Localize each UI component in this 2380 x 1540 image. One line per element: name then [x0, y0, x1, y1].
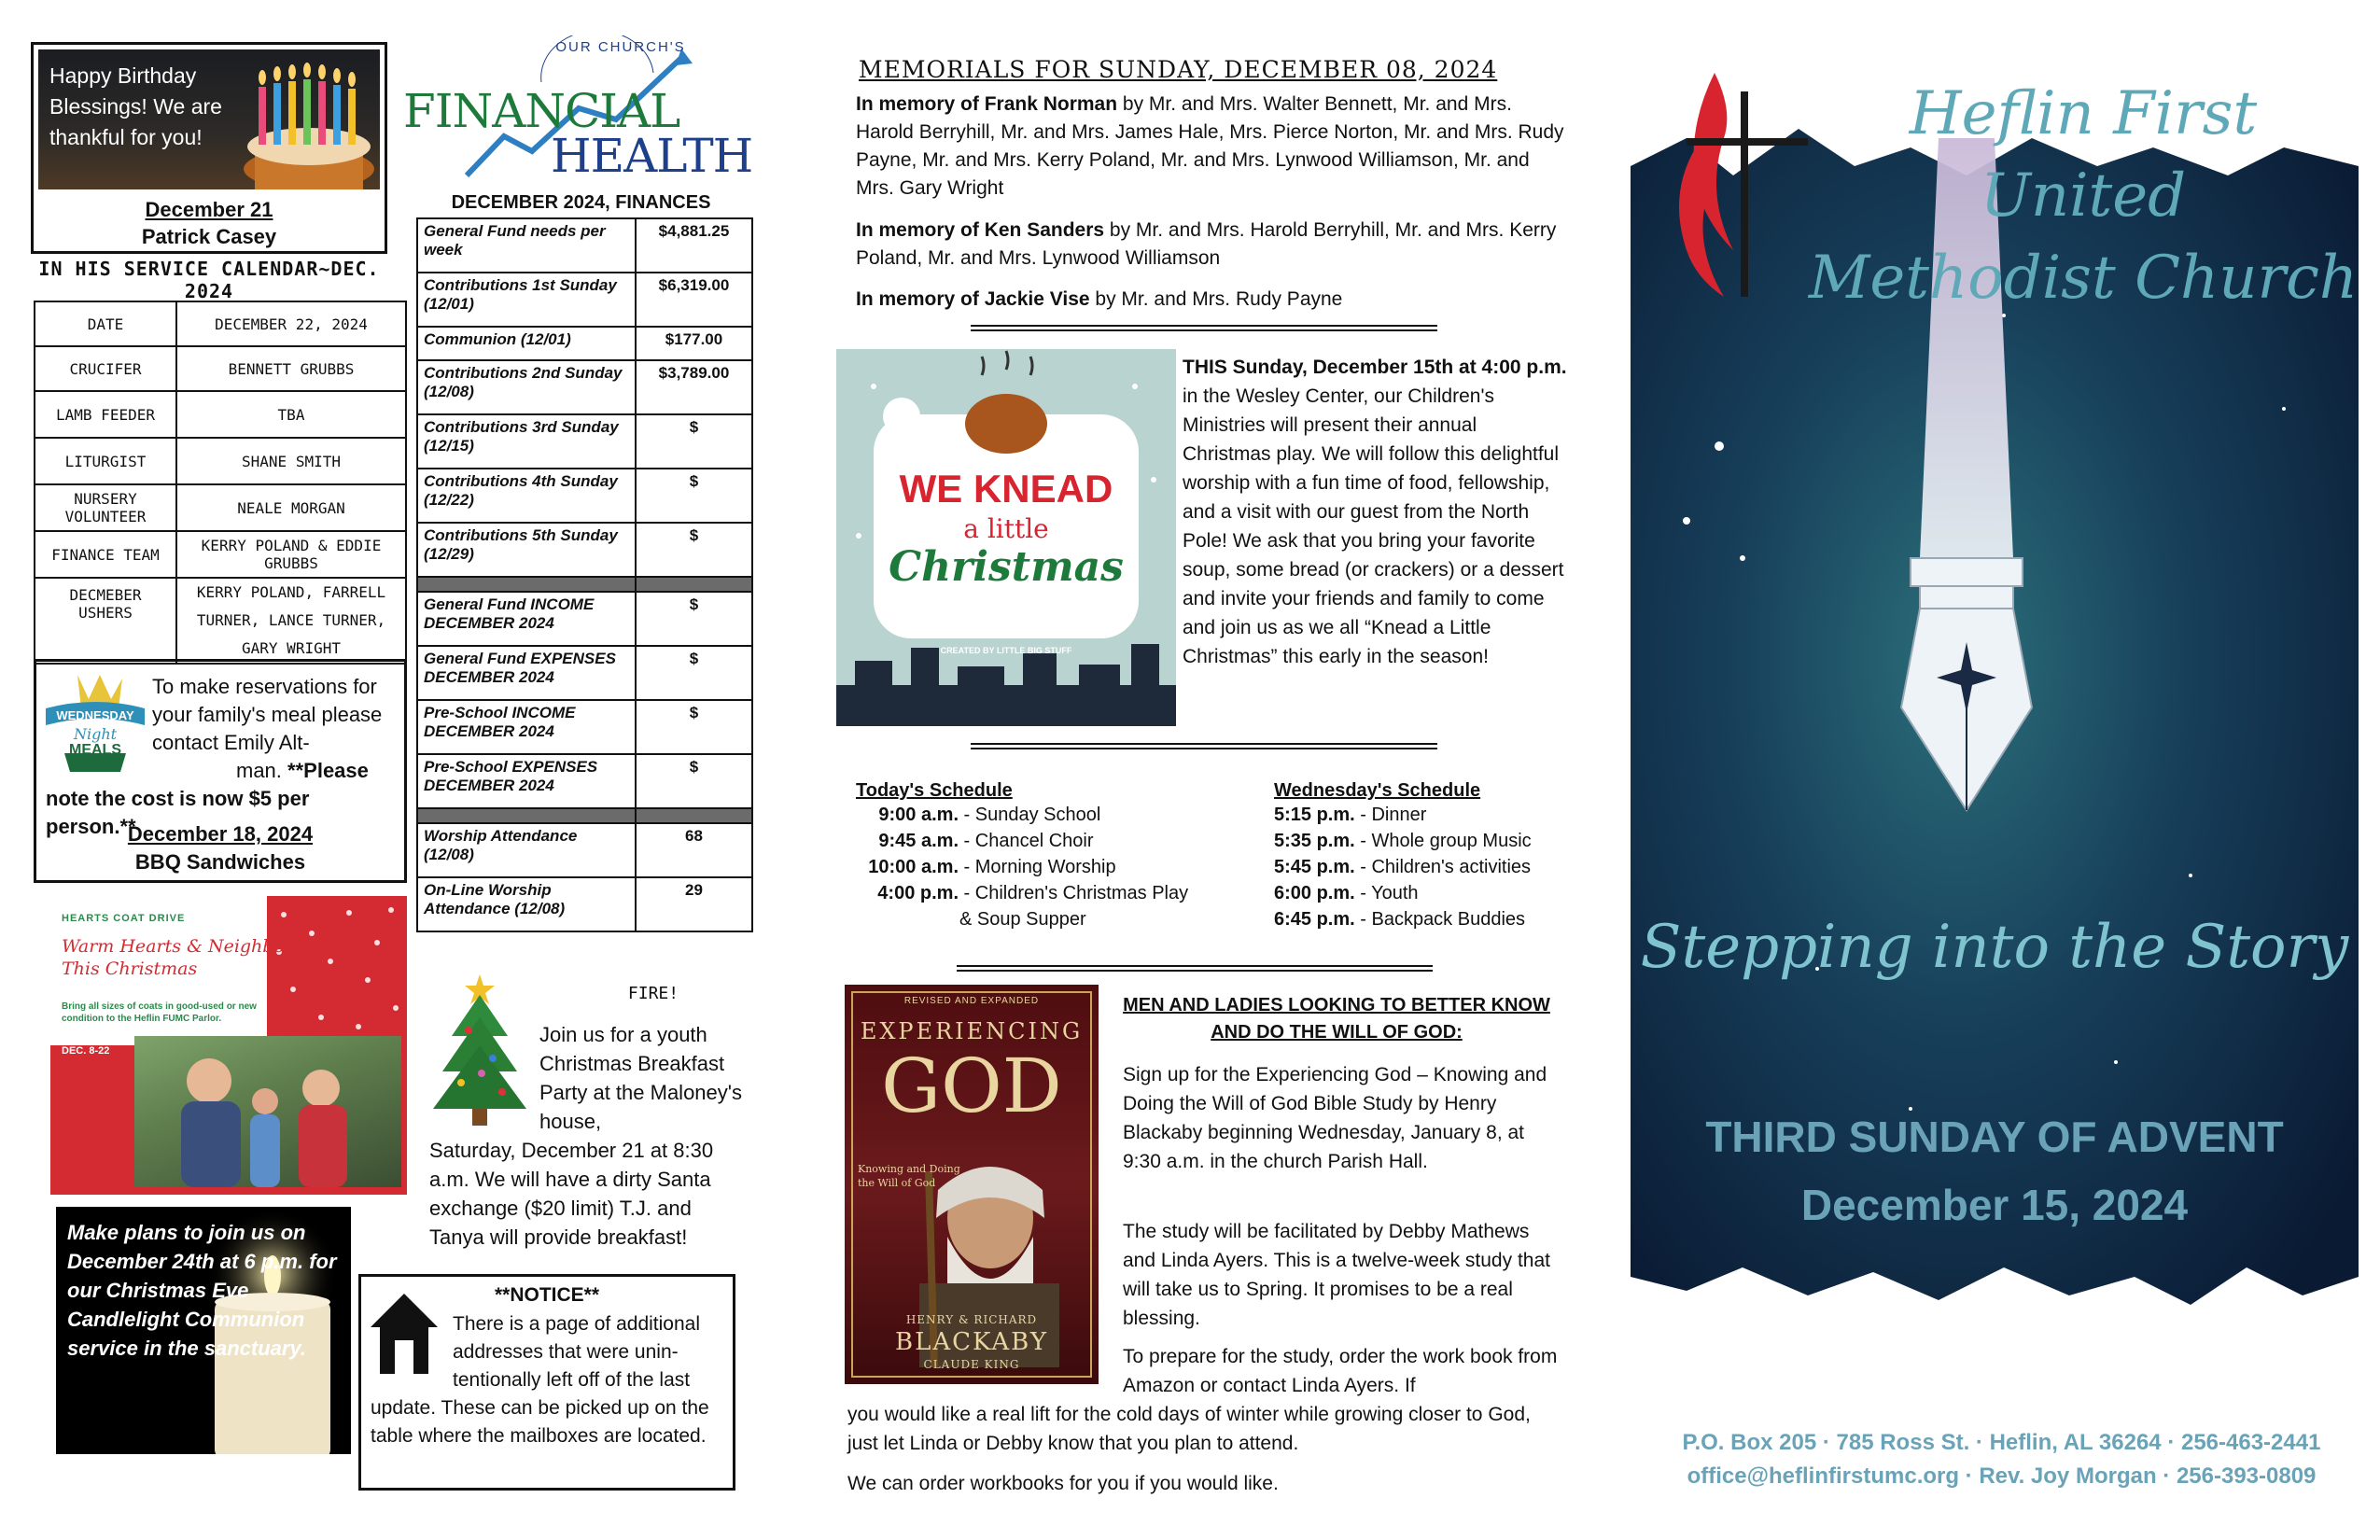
fin-label: General Fund EXPENSES DECEMBER 2024 — [417, 646, 636, 700]
separator-cell — [417, 577, 636, 592]
schedule-row — [856, 854, 1211, 880]
cover-sunday: THIRD SUNDAY OF ADVENT — [1705, 1113, 2284, 1161]
wednesday-schedule-title: Wednesday's Schedule — [1274, 780, 1481, 801]
fin-label: Contributions 5th Sunday (12/29) — [417, 523, 636, 577]
separator-cell — [417, 808, 636, 823]
fin-label: Contributions 4th Sunday (12/22) — [417, 469, 636, 523]
schedule-row-continuation: & Soup Supper — [959, 909, 1086, 930]
coat-drive-subtitle: Bring all sizes of coats in good-used or new condition to the Heflin FUMC Parlor. — [62, 1001, 257, 1024]
cover-theme: Stepping into the Story — [1640, 913, 2349, 982]
experiencing-god-p2: The study will be facilitated by Debby Mathews and Linda Ayers. This is a twelve-week study that will take us to Spring. It promises to be a real blessing. — [1123, 1221, 1550, 1329]
svc-value: KERRY POLAND & EDDIE GRUBBS — [176, 531, 406, 578]
fin-value: $177.00 — [636, 327, 752, 360]
svc-label: NURSERY VOLUNTEER — [35, 484, 176, 531]
schedule-row — [1274, 854, 1573, 880]
schedule-event: - Whole group Music — [1354, 831, 1532, 851]
notice-text-continued: update. These can be picked up on the table where the mailboxes are located. — [371, 1397, 709, 1447]
table-row — [417, 754, 752, 808]
memorial-entry — [856, 91, 1565, 203]
knead-text-body: in the Wesley Center, our Children's Ministries will present their annual Christmas play. We will follow this delightful worship with a fun time of food, fellowship, and a visit with our guest from the North Pole! We ask that you bring your favorite soup, some bread (or crackers) or a dessert and invite your friends and family to come and join us as we all “Knead a Little Christmas” this early in the season! — [1183, 385, 1564, 667]
memorial-donors: by Mr. and Mrs. Rudy Payne — [1089, 288, 1343, 310]
fin-label: General Fund needs per week — [417, 218, 636, 273]
fin-label: Contributions 1st Sunday (12/01) — [417, 273, 636, 327]
church-name-line1: Heflin First United — [1909, 79, 2258, 231]
fin-value: 68 — [636, 823, 752, 877]
schedule-time: 6:00 p.m. — [1274, 883, 1355, 903]
separator-cell — [636, 808, 752, 823]
fin-value: $ — [636, 414, 752, 469]
table-row — [417, 523, 752, 577]
table-row — [417, 592, 752, 646]
table-row — [417, 360, 752, 414]
schedule-row — [1274, 828, 1573, 854]
svc-label: CRUCIFER — [35, 346, 176, 391]
table-row — [417, 469, 752, 523]
svc-value: KERRY POLAND, FARRELL TURNER, LANCE TURNER, GARY WRIGHT — [176, 578, 406, 664]
notice-text: There is a page of additional addresses that were unin-tentionally left off of the last — [453, 1313, 701, 1391]
divider — [971, 743, 1437, 749]
fin-value: $3,789.00 — [636, 360, 752, 414]
fin-label: General Fund INCOME DECEMBER 2024 — [417, 592, 636, 646]
svc-label: LAMB FEEDER — [35, 391, 176, 438]
schedule-time: 9:45 a.m. — [878, 831, 959, 851]
divider — [971, 325, 1437, 331]
schedule-event: - Children's activities — [1354, 857, 1532, 877]
schedule-time: 5:35 p.m. — [1274, 831, 1355, 851]
finances-table — [416, 217, 753, 932]
svc-value: NEALE MORGAN — [176, 484, 406, 531]
meals-date: December 18, 2024 — [127, 822, 314, 846]
svc-value: BENNETT GRUBBS — [176, 346, 406, 391]
children-coats-photo — [134, 1036, 401, 1187]
experiencing-god-p3: To prepare for the study, order the work book from Amazon or contact Linda Ayers. If — [1123, 1346, 1558, 1396]
schedule-event: - Youth — [1354, 883, 1419, 903]
table-row — [35, 391, 406, 438]
youth-text-indented: Join us for a youth Christmas Breakfast Party at the Maloney's house, — [539, 1023, 742, 1133]
coat-drive-flyer — [50, 896, 407, 1195]
meals-logo-bottom: MEALS — [69, 742, 121, 758]
divider — [957, 965, 1433, 972]
youth-fire-title: FIRE! — [627, 984, 679, 1003]
finances-title: DECEMBER 2024, FINANCES — [451, 192, 711, 213]
svc-label: DATE — [35, 301, 176, 346]
book-title1: EXPERIENCING — [860, 1018, 1084, 1044]
fin-value: $ — [636, 592, 752, 646]
schedule-time: 10:00 a.m. — [868, 857, 959, 877]
memorial-honoree: In memory of Ken Sanders — [856, 219, 1105, 241]
church-name-line2: Methodist Church — [1808, 244, 2359, 313]
schedule-time: 6:45 p.m. — [1274, 909, 1355, 930]
meals-text-b: man. — [236, 759, 288, 782]
fin-value: $6,319.00 — [636, 273, 752, 327]
birthday-cupcake-image — [38, 49, 380, 189]
fin-value: 29 — [636, 877, 752, 931]
table-row — [35, 346, 406, 391]
table-row — [35, 438, 406, 484]
schedule-row — [1274, 906, 1573, 932]
birthday-name: Patrick Casey — [141, 225, 277, 248]
schedule-event: - Backpack Buddies — [1354, 909, 1526, 930]
fin-label: Pre-School INCOME DECEMBER 2024 — [417, 700, 636, 754]
knead-img-line1: WE KNEAD — [899, 467, 1113, 511]
book-author-main: BLACKABY — [894, 1328, 1048, 1356]
schedule-row — [1274, 880, 1573, 906]
fin-value: $ — [636, 469, 752, 523]
candlelight-text: Make plans to join us on December 24th at 6 p.m. for our Christmas Eve Candlelight Communion service in the sanctuary. — [67, 1221, 337, 1360]
fin-logo-word2: HEALTH — [551, 129, 753, 183]
book-authors: HENRY & RICHARD — [905, 1313, 1038, 1326]
table-row — [417, 700, 752, 754]
table-row — [35, 301, 406, 346]
notice-box — [358, 1274, 735, 1491]
table-row — [417, 823, 752, 877]
contact-email-pastor: office@heflinfirstumc.org · Rev. Joy Morgan · 256-393-0809 — [1687, 1463, 2317, 1489]
memorial-entry — [856, 286, 1565, 314]
service-calendar-table — [34, 301, 407, 665]
svc-label: DECMEBER USHERS — [35, 578, 176, 664]
book-badge: REVISED AND EXPANDED — [903, 996, 1040, 1006]
youth-text-full: Saturday, December 21 at 8:30 a.m. We will have a dirty Santa exchange ($20 limit) T.J. and Tanya will provide breakfast! — [429, 1139, 714, 1249]
table-row — [417, 327, 752, 360]
table-row — [417, 273, 752, 327]
schedule-row — [856, 880, 1211, 906]
knead-text-bold: THIS Sunday, December 15th at 4:00 p.m. — [1183, 357, 1567, 378]
fin-label: Contributions 3rd Sunday (12/15) — [417, 414, 636, 469]
fin-value: $ — [636, 523, 752, 577]
youth-breakfast-text — [429, 1020, 747, 1252]
schedule-row — [856, 828, 1211, 854]
experiencing-god-book-cover — [845, 985, 1099, 1384]
book-subtitle: Knowing and Doing the Will of God — [858, 1163, 960, 1189]
memorial-donors: by Mr. and Mrs. Walter Bennett, Mr. and Mrs. Harold Berryhill, Mr. and Mrs. James Hale, Mrs. Pierce Norton, Mr. and Mrs. Rudy Payne, Mr. and Mrs. Kerry Poland, Mr. and Mrs. Lynwood Williamson, Mr. and Mrs. Gary Wright — [856, 93, 1564, 199]
meals-logo-top: WEDNESDAY — [56, 708, 134, 722]
table-separator — [417, 808, 752, 823]
service-calendar-title: IN HIS SERVICE CALENDAR~DEC. 2024 — [38, 258, 380, 302]
memorial-honoree: In memory of Jackie Vise — [856, 288, 1090, 310]
experiencing-god-heading: MEN AND LADIES LOOKING TO BETTER KNOW AND DO THE WILL OF GOD: — [1123, 995, 1550, 1043]
meals-menu: BBQ Sandwiches — [134, 850, 306, 874]
svc-value: TBA — [176, 391, 406, 438]
knead-img-sub: Fresh Baked from Bethlehem, the House of Bread — [896, 609, 1116, 639]
birthday-message: Happy Birthday Blessings! We are thankful for you! — [49, 63, 222, 149]
table-row — [35, 531, 406, 578]
church-contact — [1631, 1426, 2373, 1493]
cover-date: December 15, 2024 — [1800, 1181, 2189, 1229]
fin-logo-word1: FINANCIAL — [403, 84, 680, 138]
meals-text: To make reservations for your family's meal please contact Emily Alt- — [152, 675, 383, 754]
coat-drive-title: Warm Hearts & Neighbors This Christmas — [62, 936, 302, 979]
book-title2: GOD — [881, 1043, 1062, 1129]
table-separator — [417, 577, 752, 592]
bulletin-cover — [1631, 35, 2359, 1323]
fin-label: Communion (12/01) — [417, 327, 636, 360]
schedule-time: 9:00 a.m. — [878, 805, 959, 825]
fin-value: $4,881.25 — [636, 218, 752, 273]
fin-label: On-Line Worship Attendance (12/08) — [417, 877, 636, 931]
knead-christmas-text — [1183, 353, 1568, 671]
church-name — [1803, 73, 2363, 319]
birthday-box — [31, 42, 387, 254]
svc-value: DECEMBER 22, 2024 — [176, 301, 406, 346]
schedule-event: - Children's Christmas Play — [959, 883, 1189, 903]
schedule-event: - Chancel Choir — [959, 831, 1094, 851]
table-row — [417, 877, 752, 931]
coat-drive-label: HEARTS COAT DRIVE — [62, 913, 186, 924]
fin-value: $ — [636, 754, 752, 808]
wednesday-schedule — [1274, 780, 1573, 932]
schedule-time: 4:00 p.m. — [877, 883, 959, 903]
svc-label: FINANCE TEAM — [35, 531, 176, 578]
memorial-honoree: In memory of Frank Norman — [856, 93, 1118, 115]
table-row — [417, 414, 752, 469]
fin-value: $ — [636, 646, 752, 700]
book-author2: CLAUDE KING — [923, 1358, 1020, 1371]
knead-christmas-image — [836, 349, 1176, 726]
fin-logo-arc: OUR CHURCH'S — [555, 39, 686, 55]
schedule-row — [856, 802, 1211, 828]
schedule-event: - Sunday School — [959, 805, 1101, 825]
table-row — [417, 646, 752, 700]
schedule-event: - Morning Worship — [959, 857, 1116, 877]
today-schedule-title: Today's Schedule — [856, 780, 1013, 801]
schedule-time: 5:45 p.m. — [1274, 857, 1355, 877]
candlelight-communion-box — [56, 1207, 351, 1454]
knead-img-line2: a little — [963, 513, 1049, 544]
children-photo-icon — [134, 1036, 401, 1187]
memorials-title: MEMORIALS FOR SUNDAY, DECEMBER 08, 2024 — [859, 56, 1498, 83]
wednesday-meals-box — [34, 659, 407, 883]
schedule-row — [1274, 802, 1573, 828]
memorial-donors: by Mr. and Mrs. Harold Berryhill, Mr. and Mrs. Kerry Poland, Mr. and Mrs. Lynwood Williamson — [856, 219, 1557, 269]
knead-img-line3: Christmas — [889, 543, 1124, 591]
svc-value: SHANE SMITH — [176, 438, 406, 484]
today-schedule — [856, 780, 1211, 932]
table-row — [417, 218, 752, 273]
coat-drive-dates: DEC. 8-22 — [62, 1045, 110, 1057]
svc-label: LITURGIST — [35, 438, 176, 484]
table-row — [35, 484, 406, 531]
fin-value: $ — [636, 700, 752, 754]
financial-health-logo — [401, 35, 756, 185]
fin-label: Worship Attendance (12/08) — [417, 823, 636, 877]
knead-img-credit: CREATED BY LITTLE BIG STUFF — [940, 646, 1072, 655]
memorial-entry — [856, 217, 1565, 273]
table-row — [35, 578, 406, 664]
contact-address: P.O. Box 205 · 785 Ross St. · Heflin, AL 36264 · 256-463-2441 — [1682, 1430, 2321, 1455]
experiencing-god-p1: Sign up for the Experiencing God – Knowing and Doing the Will of God Bible Study by Henry Blackaby beginning Wednesday, January 8, at 9:30 a.m. in the church Parish Hall. — [1123, 1064, 1547, 1172]
fin-label: Pre-School EXPENSES DECEMBER 2024 — [417, 754, 636, 808]
cross-and-flame-icon — [1631, 35, 1817, 315]
experiencing-god-p4: We can order workbooks for you if you would like. — [847, 1473, 1279, 1494]
experiencing-god-p3-continued: you would like a real lift for the cold days of winter while growing closer to God, just let Linda or Debby know that you plan to attend. — [847, 1404, 1531, 1454]
birthday-date: December 21 — [145, 198, 273, 221]
fin-label: Contributions 2nd Sunday (12/08) — [417, 360, 636, 414]
separator-cell — [636, 577, 752, 592]
schedule-time: 5:15 p.m. — [1274, 805, 1355, 825]
schedule-event: - Dinner — [1354, 805, 1427, 825]
notice-title: **NOTICE** — [494, 1284, 600, 1306]
meals-logo-mid: Night — [73, 725, 118, 743]
meals-price-note: **Please note the cost is now $5 per person.** — [46, 759, 369, 838]
